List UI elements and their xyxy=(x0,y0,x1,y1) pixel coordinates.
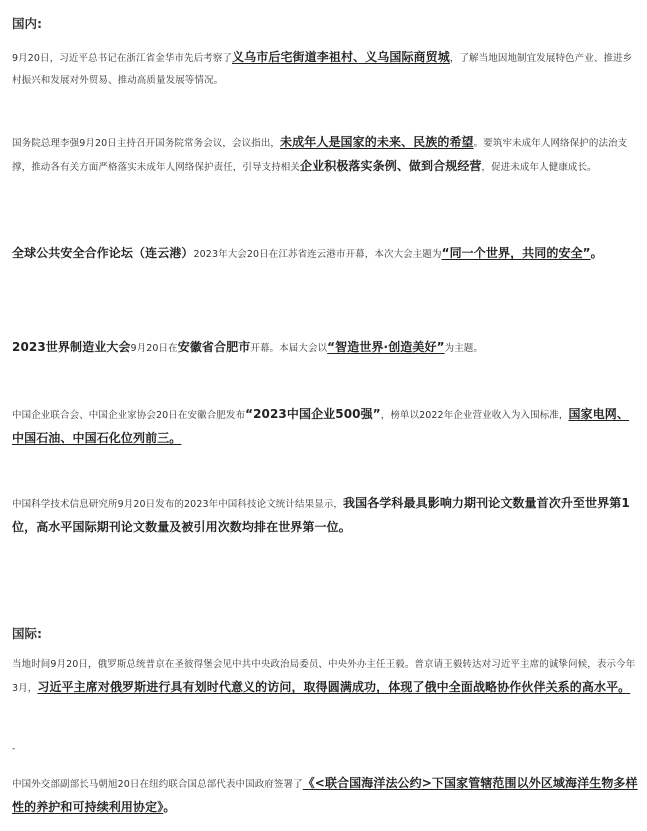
news-highlight: 义乌市后宅街道李祖村、义乌国际商贸城 xyxy=(232,50,450,64)
news-highlight: 。 xyxy=(163,800,176,814)
news-text: ，榜单以2022年企业营业收入为入围标准， xyxy=(380,410,569,421)
news-highlight: 国家电网、中国石油、中国石化位列前三。 xyxy=(12,407,630,445)
news-item-security-forum xyxy=(12,242,640,266)
news-highlight: “2023中国企业500强” xyxy=(245,407,381,421)
news-text: 中国科学技术信息研究所9月20日发布的2023年中国科技论文统计结果显示， xyxy=(12,499,344,510)
news-highlight: “同一个世界，共同的安全” xyxy=(441,246,591,260)
news-item-xi-jinhua xyxy=(12,46,640,92)
news-text: 当地时间9月20日，俄罗斯总统普京在圣彼得堡会见中共中央政治局委员、中央外办主任王毅。普京请王毅转达对习近平主席的诚挚问候，表示今年3月， xyxy=(12,659,636,694)
news-item-putin-wangyi xyxy=(12,654,640,700)
news-highlight: 我国各学科最具影响力期刊论文数量首次升至世界第1位，高水平国际期刊论文数量及被引用次数均排在世界第一位。 xyxy=(12,496,630,534)
news-text: 为主题。 xyxy=(444,343,483,354)
news-item-bbnj-agreement xyxy=(12,772,640,820)
domestic-heading: 国内: xyxy=(12,16,42,31)
news-text: 中国企业联合会、中国企业家协会20日在安徽合肥发布 xyxy=(12,410,246,421)
news-highlight: 2023世界制造业大会 xyxy=(12,340,131,354)
news-text: 国务院总理李强9月20日主持召开国务院常务会议，会议指出， xyxy=(12,138,281,149)
news-text: 中国外交部副部长马朝旭20日在纽约联合国总部代表中国政府签署了 xyxy=(12,779,303,790)
news-item-sci-papers xyxy=(12,492,640,540)
international-heading: 国际: xyxy=(12,626,42,641)
news-text: 。要筑牢未成年人网络保护的法治支撑，推动各有关方面严格落实未成年人网络保护责任，引导支持相关 xyxy=(12,138,628,173)
news-highlight: 。 xyxy=(590,246,603,260)
news-item-top-500 xyxy=(12,403,640,451)
news-text: 2023年大会20日在江苏省连云港市开幕，本次大会主题为 xyxy=(193,249,442,260)
news-highlight: 习近平主席对俄罗斯进行具有划时代意义的访问，取得圆满成功，体现了俄中全面战略协作伙伴关系的高水平。 xyxy=(37,680,631,694)
news-highlight: 《<联合国海洋法公约>下国家管辖范围以外区域海洋生物多样性的养护和可持续利用协定》 xyxy=(12,776,638,814)
separator-dash: - xyxy=(12,744,16,754)
news-text: 开幕。本届大会以 xyxy=(250,343,328,354)
news-highlight: 全球公共安全合作论坛（连云港） xyxy=(12,246,194,260)
news-highlight: 安徽省合肥市 xyxy=(177,340,251,354)
news-highlight: 未成年人是国家的未来、民族的希望 xyxy=(280,135,474,149)
news-text: 9月20日，习近平总书记在浙江省金华市先后考察了 xyxy=(12,53,233,64)
news-item-manufacturing-conference xyxy=(12,336,640,360)
news-text: ，促进未成年人健康成长。 xyxy=(481,162,597,173)
news-item-li-qiang-meeting xyxy=(12,131,640,179)
news-text: ，了解当地因地制宜发展特色产业、推进乡村振兴和发展对外贸易、推动高质量发展等情况。 xyxy=(12,53,633,86)
news-highlight: “智造世界·创造美好” xyxy=(327,340,445,354)
news-text: 9月20日在 xyxy=(130,343,178,354)
news-highlight: 企业积极落实条例、做到合规经营 xyxy=(300,159,482,173)
